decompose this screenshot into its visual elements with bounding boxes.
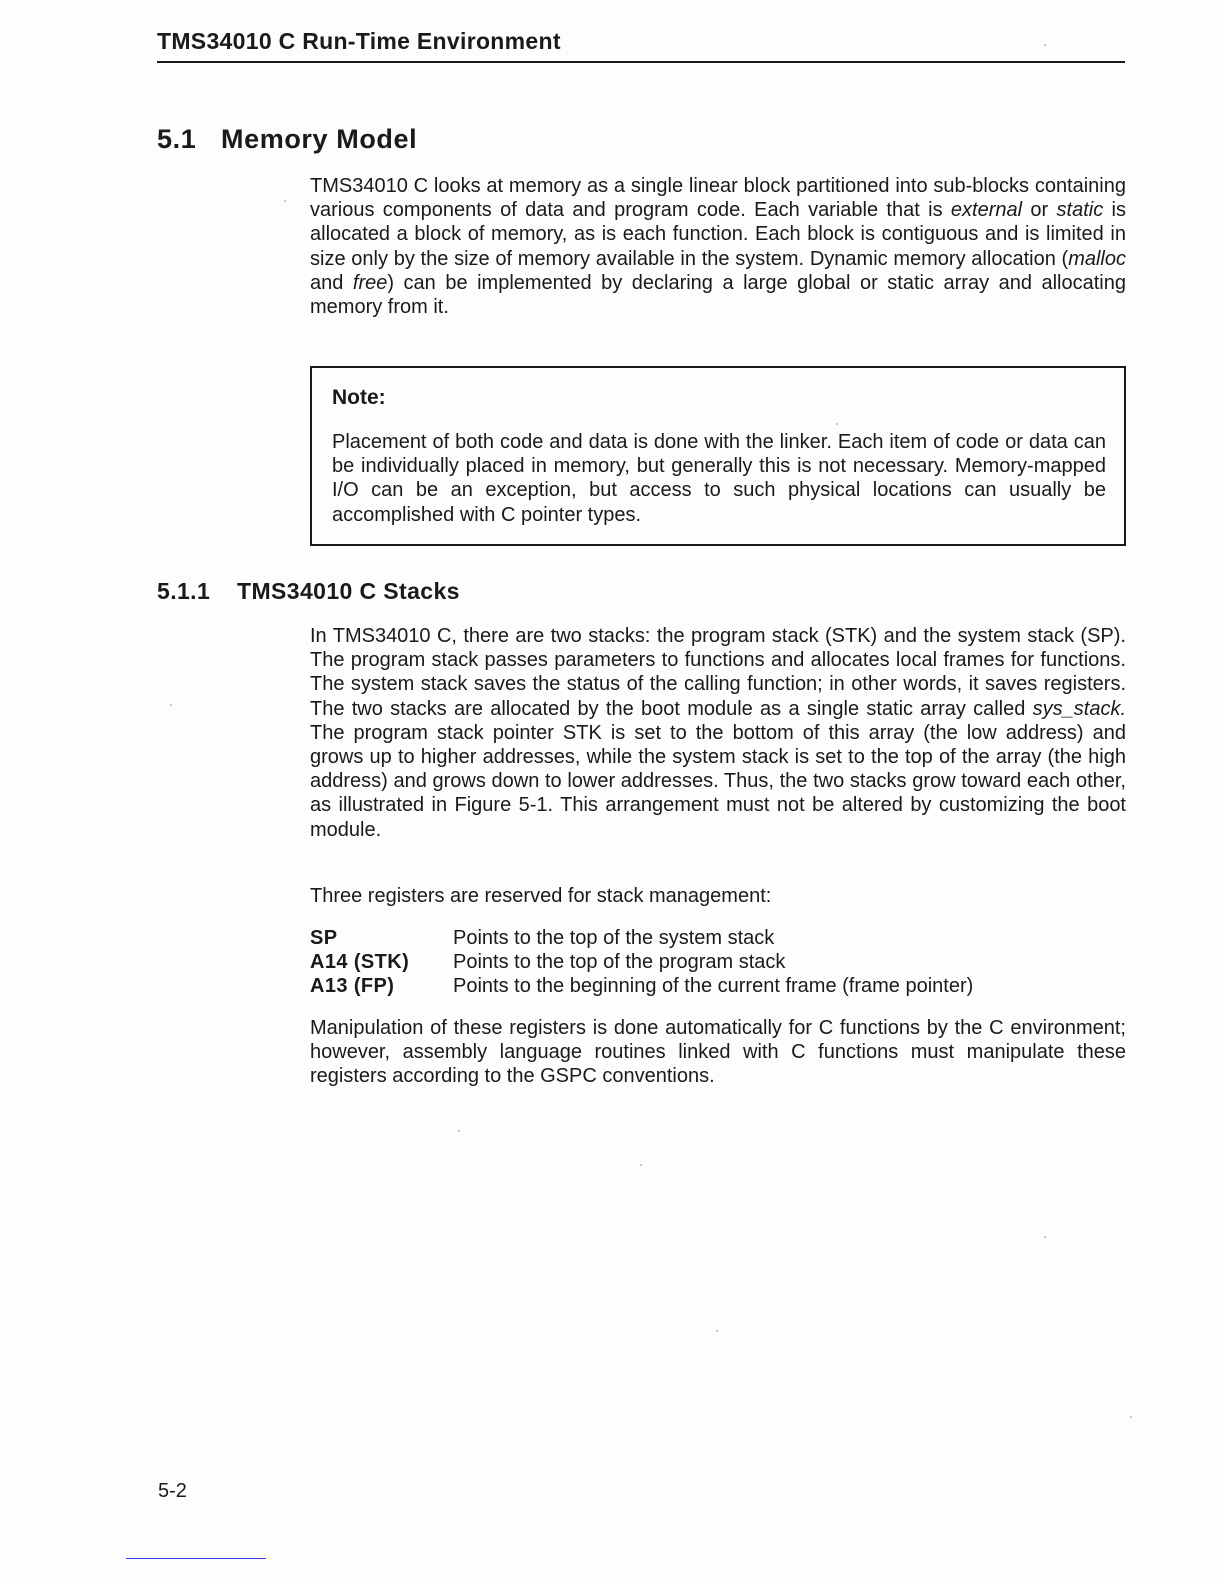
text-run: or (1022, 199, 1057, 222)
text-run: is allocated a block of memory, as is each function. Each block is contiguous and is limited in size only by the size of memory available in the system. Dynamic memory allocation ( (310, 199, 1126, 270)
scan-speck (284, 200, 286, 202)
text-run: and (310, 271, 353, 294)
note-box (310, 366, 1126, 546)
scan-speck (170, 704, 172, 706)
stacks-paragraph (310, 624, 1126, 842)
register-list (310, 926, 1126, 999)
closing-paragraph: Manipulation of these registers is done automatically for C functions by the C environment; however, assembly language routines linked with C functions must manipulate these registers according to the GSPC conventions. (310, 1017, 1126, 1088)
register-name: A13 (FP) (310, 975, 395, 998)
note-text: Placement of both code and data is done with the linker. Each item of code or data can be individually placed in memory, but generally this is not necessary. Memory-mapped I/O can be an exception, but access to such physical locations can usually be accomplished with C pointer types. (332, 431, 1106, 526)
text-run: TMS34010 C looks at memory as a single linear block partitioned into sub-blocks containing various components of data and program code. Each variable that is (310, 175, 1126, 222)
scan-speck (458, 1130, 460, 1132)
section-heading-memory-model (157, 124, 417, 155)
page-number: 5-2 (158, 1480, 187, 1502)
registers-intro: Three registers are reserved for stack management: (310, 885, 772, 907)
register-row (310, 950, 1126, 974)
register-description: Points to the top of the system stack (453, 927, 775, 949)
register-row (310, 974, 1126, 998)
subsection-number: 5.1.1 (157, 578, 211, 604)
italic-term-external: external (950, 199, 1023, 222)
italic-term-static: static (1056, 199, 1104, 222)
text-run: In TMS34010 C, there are two stacks: the program stack (STK) and the system stack (SP). The program stack passes parameters to functions and allocates local frames for functions. The system stack saves the status of the calling function; in other words, it saves registers. The two stacks are allocated by the boot module as a single static array called (310, 625, 1126, 720)
section-number: 5.1 (157, 124, 197, 154)
running-header: TMS34010 C Run-Time Environment (157, 28, 1125, 63)
section-heading-stacks (157, 578, 460, 605)
scan-speck (836, 423, 838, 425)
subsection-title: TMS34010 C Stacks (237, 578, 460, 604)
scan-speck (716, 1330, 718, 1332)
text-run: The program stack pointer STK is set to the bottom of this array (the low address) and grows up to higher addresses, while the system stack is set to the top of the array (the high address) and grows down to lower addresses. Thus, the two stacks grow toward each other, as illustrated in Figure 5-1. This arrangement must not be altered by customizing the boot module. (310, 721, 1126, 841)
register-description: Points to the beginning of the current frame (frame pointer) (453, 975, 974, 998)
italic-term-sys-stack: sys_stack. (1032, 697, 1126, 720)
section-title: Memory Model (221, 124, 418, 154)
bottom-rule (126, 1558, 266, 1559)
scan-speck (1044, 1236, 1046, 1238)
text-run: ) can be implemented by declaring a large global or static array and allocating memory from it. (310, 271, 1126, 319)
note-title: Note: (332, 386, 386, 409)
scan-speck (1130, 1416, 1132, 1418)
register-row (310, 926, 1126, 950)
register-description: Points to the top of the program stack (453, 951, 786, 974)
italic-term-malloc: malloc (1068, 247, 1126, 270)
memory-model-paragraph (310, 174, 1126, 319)
register-name: SP (310, 927, 338, 949)
scan-speck (1044, 44, 1046, 46)
register-name: A14 (STK) (310, 951, 410, 974)
italic-term-free: free (352, 271, 388, 294)
scan-speck (640, 1164, 642, 1166)
